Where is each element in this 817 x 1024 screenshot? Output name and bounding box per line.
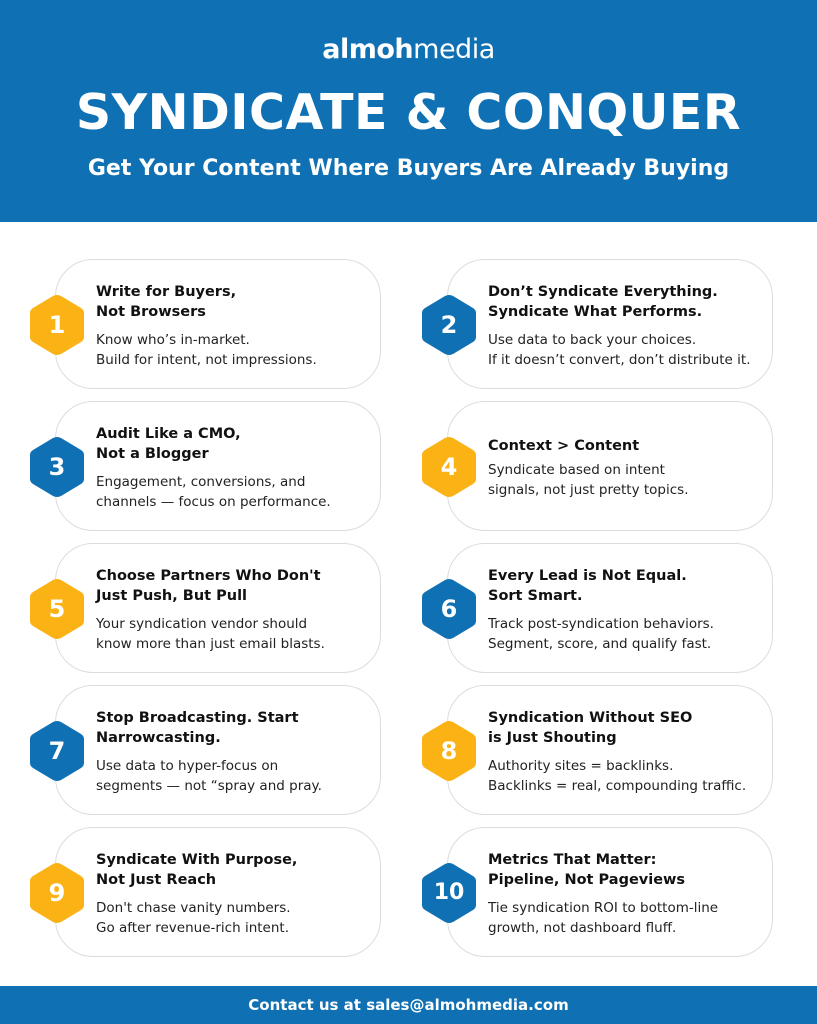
number-hexagon-icon bbox=[28, 861, 86, 925]
tip-title: Syndication Without SEO is Just Shouting bbox=[488, 710, 693, 746]
tip-card bbox=[440, 543, 773, 673]
tip-number: 6 bbox=[440, 595, 458, 623]
tip-description: Know who’s in-market. Build for intent, not impressions. bbox=[96, 332, 317, 368]
tip-description: Engagement, conversions, and channels — focus on performance. bbox=[96, 474, 331, 510]
tip-card bbox=[48, 543, 381, 673]
tip-title: Don’t Syndicate Everything. Syndicate What Performs. bbox=[488, 284, 718, 320]
tip-number: 5 bbox=[48, 595, 66, 623]
tip-description: Syndicate based on intent signals, not just pretty topics. bbox=[488, 462, 689, 498]
logo-light-text: media bbox=[413, 34, 495, 65]
tip-card bbox=[440, 401, 773, 531]
tip-description: Authority sites = backlinks. Backlinks = real, compounding traffic. bbox=[488, 758, 747, 794]
number-hexagon-icon bbox=[420, 719, 478, 783]
page-subtitle: Get Your Content Where Buyers Are Already Buying bbox=[87, 156, 730, 181]
tip-number: 2 bbox=[440, 311, 458, 339]
tip-title: Metrics That Matter: Pipeline, Not Pageviews bbox=[488, 852, 686, 888]
number-hexagon-icon bbox=[28, 719, 86, 783]
brand-logo bbox=[0, 34, 817, 65]
logo-bold-text: almoh bbox=[322, 34, 414, 65]
tip-number: 4 bbox=[440, 453, 458, 481]
tip-description: Track post-syndication behaviors. Segment, score, and qualify fast. bbox=[488, 616, 714, 652]
tip-card bbox=[440, 259, 773, 389]
tip-card bbox=[48, 827, 381, 957]
tip-title: Stop Broadcasting. Start Narrowcasting. bbox=[96, 710, 299, 746]
number-hexagon-icon bbox=[420, 293, 478, 357]
footer-bar bbox=[0, 986, 817, 1024]
tip-title: Audit Like a CMO, Not a Blogger bbox=[96, 426, 241, 462]
tip-description: Use data to hyper-focus on segments — not “spray and pray. bbox=[96, 758, 322, 794]
tip-number: 8 bbox=[440, 737, 458, 765]
tip-number: 1 bbox=[48, 311, 66, 339]
tip-description: Tie syndication ROI to bottom-line growth, not dashboard fluff. bbox=[488, 900, 719, 936]
number-hexagon-icon bbox=[28, 435, 86, 499]
number-hexagon-icon bbox=[420, 435, 478, 499]
tip-description: Don't chase vanity numbers. Go after revenue-rich intent. bbox=[96, 900, 291, 936]
tip-card bbox=[433, 827, 773, 957]
number-hexagon-icon bbox=[28, 577, 86, 641]
tip-title: Syndicate With Purpose, Not Just Reach bbox=[96, 852, 298, 888]
tip-number: 10 bbox=[433, 880, 465, 905]
contact-text: Contact us at sales@almohmedia.com bbox=[248, 996, 569, 1014]
tip-card bbox=[48, 401, 381, 531]
header-banner bbox=[0, 0, 817, 222]
page-title: SYNDICATE & CONQUER bbox=[75, 84, 742, 141]
tip-number: 9 bbox=[48, 879, 66, 907]
number-hexagon-icon bbox=[28, 293, 86, 357]
number-hexagon-icon bbox=[420, 861, 478, 925]
tip-card bbox=[48, 259, 381, 389]
tip-number: 7 bbox=[48, 737, 66, 765]
tip-title: Write for Buyers, Not Browsers bbox=[96, 284, 237, 320]
tip-number: 3 bbox=[48, 453, 66, 481]
number-hexagon-icon bbox=[420, 577, 478, 641]
tip-card bbox=[440, 685, 773, 815]
tip-description: Your syndication vendor should know more than just email blasts. bbox=[96, 616, 325, 652]
tip-card bbox=[48, 685, 381, 815]
tip-description: Use data to back your choices. If it doesn’t convert, don’t distribute it. bbox=[488, 332, 751, 368]
tip-title: Every Lead is Not Equal. Sort Smart. bbox=[488, 568, 687, 604]
tip-title: Choose Partners Who Don't Just Push, But Pull bbox=[96, 568, 321, 604]
tip-title: Context > Content bbox=[488, 438, 640, 454]
